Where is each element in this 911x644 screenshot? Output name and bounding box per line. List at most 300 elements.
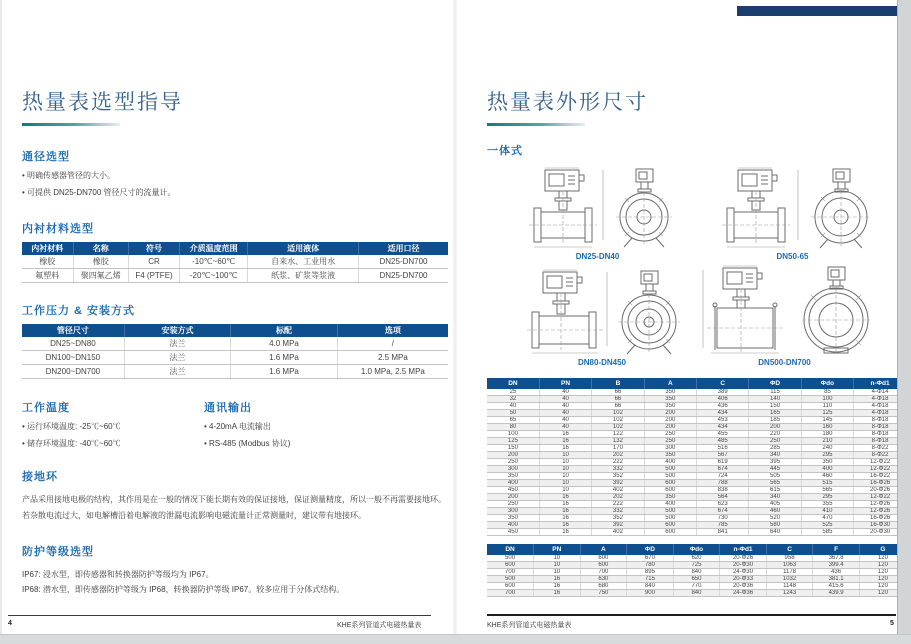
table-cell: 8-Φ18	[854, 431, 906, 438]
table-cell: F4 (PTFE)	[128, 269, 179, 283]
section-heading-diameter: 通径选型	[22, 151, 70, 163]
table-cell: 250	[487, 459, 539, 466]
table-cell: 16	[534, 576, 581, 583]
page-title: 热量表选型指导	[22, 91, 183, 114]
table-header-row	[22, 242, 448, 255]
table-cell: 1.6 MPa	[231, 351, 338, 365]
table-cell: 250	[644, 438, 696, 445]
table-cell: 100	[487, 431, 539, 438]
table-row	[487, 431, 906, 438]
table-cell: 1.6 MPa	[231, 365, 338, 379]
table-cell: 1148	[766, 583, 813, 590]
table-cell: 66	[592, 403, 644, 410]
column-header: 介质温度范围	[180, 242, 248, 255]
table-cell: DN25~DN80	[22, 337, 124, 351]
footer-text-left: KHE系列管道式电磁热量表	[337, 622, 422, 629]
table-cell: 674	[697, 508, 749, 515]
table-cell: 567	[697, 452, 749, 459]
table-cell: -20℃~100℃	[180, 269, 248, 283]
table-cell: 20-Φ30	[854, 529, 906, 536]
table-cell: 300	[487, 508, 539, 515]
table-cell: 724	[697, 473, 749, 480]
table-cell: 8-Φ18	[854, 438, 906, 445]
flowmeter-front-view-diagram	[807, 166, 875, 250]
diagram-label: DN25-DN40	[575, 252, 620, 261]
table-cell: 650	[673, 576, 720, 583]
table-cell: 350	[644, 494, 696, 501]
table-cell: 400	[644, 501, 696, 508]
table-cell: 400	[487, 480, 539, 487]
table-cell: 橡胶	[22, 255, 73, 269]
lining-material-table	[22, 242, 448, 283]
table-cell: 20-Φ33	[720, 576, 767, 583]
table-cell: 120	[859, 576, 906, 583]
table-cell: 200	[644, 424, 696, 431]
table-cell: 500	[644, 515, 696, 522]
table-cell: 65	[487, 417, 539, 424]
table-cell: 16	[539, 494, 591, 501]
table-cell: 395	[749, 459, 801, 466]
flowmeter-front-view-diagram	[615, 268, 685, 356]
dimensions-table-dn500-dn700	[487, 544, 906, 597]
table-cell: 200	[487, 494, 539, 501]
section-heading-lining: 内衬材料选型	[22, 223, 94, 235]
table-cell: 250	[644, 431, 696, 438]
table-cell: 600	[487, 562, 534, 569]
table-cell: 410	[801, 508, 853, 515]
table-header-row	[487, 378, 906, 389]
section-heading-ip-rating: 防护等级选型	[22, 546, 94, 558]
table-row	[487, 569, 906, 576]
table-cell: 170	[592, 445, 644, 452]
table-cell: 180	[801, 431, 853, 438]
table-row	[22, 365, 448, 379]
temperature-communication-row	[22, 399, 448, 449]
table-cell: 66	[592, 396, 644, 403]
table-cell: 350	[487, 473, 539, 480]
table-cell: 780	[627, 562, 674, 569]
table-cell: 700	[487, 590, 534, 597]
column-header: DN	[487, 544, 534, 555]
table-cell: 250	[487, 501, 539, 508]
table-cell: 400	[487, 522, 539, 529]
table-cell: 300	[644, 445, 696, 452]
column-header: B	[592, 378, 644, 389]
table-cell: 402	[592, 529, 644, 536]
table-cell: 80	[487, 424, 539, 431]
table-cell: 自来水、工业用水	[248, 255, 359, 269]
table-cell: 120	[859, 569, 906, 576]
table-cell: 4-Φ18	[854, 403, 906, 410]
communication-column	[204, 399, 386, 449]
table-cell: 565	[749, 480, 801, 487]
flowmeter-side-view-diagram	[710, 166, 802, 250]
table-cell: 332	[592, 508, 644, 515]
column-header: 安装方式	[124, 324, 231, 337]
table-cell: 1178	[766, 569, 813, 576]
table-cell: 600	[644, 480, 696, 487]
table-cell: 399.4	[813, 562, 860, 569]
table-cell: 485	[697, 438, 749, 445]
column-header: C	[766, 544, 813, 555]
table-row	[487, 473, 906, 480]
bullet-item: • 4-20mA 电流输出	[204, 421, 386, 432]
column-header: 选项	[337, 324, 448, 337]
ip67-line: IP67: 浸水型，即传感器和转换器防护等级均为 IP67。	[22, 570, 214, 579]
table-cell: 聚四氟乙烯	[73, 269, 128, 283]
table-cell: 10	[539, 473, 591, 480]
bullet-item: • 运行环境温度: -25℃~60℃	[22, 421, 204, 432]
table-cell: 125	[801, 410, 853, 417]
table-cell: 40	[539, 410, 591, 417]
title-underline	[22, 123, 120, 126]
column-header: A	[644, 378, 696, 389]
table-row	[22, 255, 448, 269]
table-cell: 8-Φ22	[854, 445, 906, 452]
communication-bullet-list	[204, 421, 386, 449]
table-cell: 法兰	[124, 351, 231, 365]
flowmeter-front-view-diagram	[798, 264, 876, 356]
table-cell: 222	[592, 459, 644, 466]
table-cell: 24-Φ30	[720, 569, 767, 576]
flowmeter-front-view-diagram	[612, 166, 676, 250]
table-cell: 40	[539, 396, 591, 403]
table-cell: 389	[697, 389, 749, 396]
table-cell: 氟塑料	[22, 269, 73, 283]
table-cell: 202	[592, 452, 644, 459]
scan-edge-bottom	[0, 634, 911, 644]
table-cell: 730	[697, 515, 749, 522]
scan-edge-right	[897, 0, 911, 644]
table-row	[487, 424, 906, 431]
dimension-diagrams	[487, 164, 906, 374]
table-cell: 120	[859, 562, 906, 569]
table-cell: 381.1	[813, 576, 860, 583]
flowmeter-side-view-diagram	[519, 268, 611, 356]
ip-rating-lines	[22, 567, 448, 597]
table-row	[487, 515, 906, 522]
table-header-row	[22, 324, 448, 337]
table-row	[487, 396, 906, 403]
temperature-column	[22, 399, 204, 449]
table-cell: 600	[487, 583, 534, 590]
column-header: n-Φd1	[854, 378, 906, 389]
column-header: n-Φd1	[720, 544, 767, 555]
table-cell: 436	[813, 569, 860, 576]
table-cell: 120	[859, 555, 906, 562]
table-row	[487, 438, 906, 445]
table-cell: 200	[749, 424, 801, 431]
table-row	[487, 410, 906, 417]
diagram-group-dn80-dn450	[517, 268, 687, 367]
table-cell: 10	[539, 487, 591, 494]
table-cell: 100	[801, 396, 853, 403]
diagram-label: DN50-65	[776, 252, 809, 261]
table-cell: 406	[697, 396, 749, 403]
section-heading-pressure: 工作压力 & 安装方式	[22, 305, 136, 317]
table-cell: 434	[697, 424, 749, 431]
table-cell: 20-Φ30	[720, 562, 767, 569]
column-header: A	[580, 544, 627, 555]
table-cell: 16-Φ22	[854, 473, 906, 480]
table-row	[22, 351, 448, 365]
table-cell: 4.0 MPa	[231, 337, 338, 351]
table-cell: 16	[534, 583, 581, 590]
column-header: 管径尺寸	[22, 324, 124, 337]
flowmeter-side-view-diagram	[519, 166, 607, 250]
table-cell: 750	[580, 590, 627, 597]
table-cell: 16	[539, 508, 591, 515]
section-heading-integral-type: 一体式	[487, 145, 523, 157]
table-row	[487, 480, 906, 487]
table-cell: 615	[749, 487, 801, 494]
column-header: DN	[487, 378, 539, 389]
table-cell: 565	[801, 487, 853, 494]
table-row	[487, 522, 906, 529]
table-cell: 8-Φ22	[854, 452, 906, 459]
table-row	[487, 529, 906, 536]
table-cell: 10	[539, 452, 591, 459]
table-cell: 402	[592, 487, 644, 494]
column-header: 符号	[128, 242, 179, 255]
table-cell: 10	[534, 569, 581, 576]
bullet-item: • 明确传感器管径的大小。	[22, 170, 448, 181]
page-number-left: 4	[8, 620, 12, 627]
bullet-item: • 可提供 DN25-DN700 管径尺寸的流量计。	[22, 187, 448, 198]
table-cell: 340	[749, 494, 801, 501]
table-cell: 20-Φ26	[854, 487, 906, 494]
table-cell: 165	[749, 410, 801, 417]
table-cell: 8-Φ18	[854, 417, 906, 424]
table-cell: 10	[539, 480, 591, 487]
table-cell: 770	[673, 583, 720, 590]
table-row	[487, 466, 906, 473]
table-cell: 958	[766, 555, 813, 562]
table-cell: 350	[487, 515, 539, 522]
table-cell: 515	[801, 480, 853, 487]
table-cell: 670	[627, 555, 674, 562]
page-left	[22, 86, 448, 597]
table-cell: 115	[749, 389, 801, 396]
table-cell: 200	[487, 452, 539, 459]
table-cell: 40	[539, 389, 591, 396]
table-cell: 4-Φ18	[854, 396, 906, 403]
table-cell: 1063	[766, 562, 813, 569]
diagram-group-dn500-dn700	[692, 264, 877, 367]
table-cell: 295	[801, 494, 853, 501]
diagram-label: DN80-DN450	[577, 358, 627, 367]
bullet-item: • RS-485 (Modbus 协议)	[204, 438, 386, 449]
table-cell: 700	[487, 569, 534, 576]
table-cell: 160	[801, 424, 853, 431]
table-cell: 8-Φ18	[854, 424, 906, 431]
table-cell: 350	[801, 459, 853, 466]
column-header: PN	[539, 378, 591, 389]
diagram-group-dn25-dn40	[515, 166, 680, 261]
table-cell: 16-Φ26	[854, 480, 906, 487]
table-cell: 434	[697, 410, 749, 417]
page-number-right: 5	[890, 620, 894, 627]
table-cell: 40	[487, 403, 539, 410]
table-cell: 2.5 MPa	[337, 351, 448, 365]
table-cell: 352	[592, 473, 644, 480]
pressure-mounting-table	[22, 324, 448, 379]
table-cell: 355	[801, 501, 853, 508]
table-cell: 150	[749, 403, 801, 410]
page-right	[487, 86, 906, 597]
table-cell: 12-Φ22	[854, 494, 906, 501]
table-cell: 32	[487, 396, 539, 403]
table-cell: 10	[539, 466, 591, 473]
table-cell: 纸浆、矿浆等浆液	[248, 269, 359, 283]
footer-rule-right	[487, 614, 896, 616]
table-cell: 16	[534, 590, 581, 597]
table-cell: 250	[749, 438, 801, 445]
title-underline	[487, 123, 585, 126]
table-cell: 445	[749, 466, 801, 473]
table-row	[487, 417, 906, 424]
table-cell: 405	[749, 501, 801, 508]
table-cell: 16	[539, 431, 591, 438]
column-header: PN	[534, 544, 581, 555]
top-right-banner	[737, 6, 897, 16]
table-cell: 350	[644, 396, 696, 403]
table-cell: DN100~DN150	[22, 351, 124, 365]
table-row	[487, 576, 906, 583]
table-cell: 16	[539, 522, 591, 529]
table-row	[487, 494, 906, 501]
table-cell: 400	[644, 459, 696, 466]
table-cell: 122	[592, 431, 644, 438]
page-title: 热量表外形尺寸	[487, 91, 648, 114]
table-cell: 4-Φ18	[854, 410, 906, 417]
table-cell: 415.6	[813, 583, 860, 590]
table-cell: 580	[749, 522, 801, 529]
table-cell: 725	[673, 562, 720, 569]
column-header: F	[813, 544, 860, 555]
table-cell: 564	[697, 494, 749, 501]
table-cell: 20-Φ36	[720, 583, 767, 590]
grounding-paragraph: 产品采用接地电极的结构，其作用是在一般的情况下能长期有效的保证接地，保证测量精度，所以一般不再需要接地环。若杂散电流过大，如电解槽沿着电解液的泄漏电流影响电磁流量计正常测量时，建议带有地接环。	[22, 495, 446, 520]
column-header: 适用口径	[359, 242, 449, 255]
table-cell: 500	[644, 508, 696, 515]
table-cell: 102	[592, 417, 644, 424]
column-header: 内衬材料	[22, 242, 73, 255]
table-cell: 500	[644, 473, 696, 480]
table-cell: 623	[697, 501, 749, 508]
column-header: 名称	[73, 242, 128, 255]
table-cell: 16	[539, 438, 591, 445]
table-cell: 1.0 MPa, 2.5 MPa	[337, 365, 448, 379]
temperature-bullet-list	[22, 421, 204, 449]
table-cell: 145	[801, 417, 853, 424]
table-cell: 520	[749, 515, 801, 522]
column-header: ΦD	[749, 378, 801, 389]
page-gutter	[452, 0, 458, 634]
table-cell: 585	[801, 529, 853, 536]
column-header: 适用液体	[248, 242, 359, 255]
table-cell: 500	[487, 555, 534, 562]
table-cell: 16	[539, 501, 591, 508]
table-cell: 10	[534, 562, 581, 569]
table-cell: 10	[534, 555, 581, 562]
table-cell: 25	[487, 389, 539, 396]
diagram-group-dn50-65	[705, 166, 880, 261]
table-cell: DN25-DN700	[359, 255, 449, 269]
table-cell: 640	[749, 529, 801, 536]
footer-text-right: KHE系列管道式电磁热量表	[487, 622, 572, 629]
table-row	[487, 501, 906, 508]
table-cell: 500	[487, 576, 534, 583]
table-cell: 700	[580, 569, 627, 576]
table-cell: 630	[580, 576, 627, 583]
table-cell: 40	[539, 403, 591, 410]
table-cell: 200	[644, 410, 696, 417]
table-cell: 132	[592, 438, 644, 445]
table-row	[487, 487, 906, 494]
flowmeter-side-view-diagram	[693, 264, 793, 356]
table-row	[487, 508, 906, 515]
column-header: Φdo	[673, 544, 720, 555]
table-row	[487, 445, 906, 452]
table-row	[487, 452, 906, 459]
table-cell: 674	[697, 466, 749, 473]
table-cell: 16	[539, 529, 591, 536]
table-cell: 40	[539, 424, 591, 431]
table-cell: 900	[627, 590, 674, 597]
table-cell: 600	[580, 562, 627, 569]
table-cell: 516	[697, 445, 749, 452]
section-heading-grounding: 接地环	[22, 471, 58, 483]
ip68-line: IP68: 潜水型，即传感器防护等级为 IP68，转换器防护等级 IP67。较多应用于分体式结构。	[22, 585, 345, 594]
table-row	[487, 403, 906, 410]
table-cell: 16	[539, 445, 591, 452]
table-cell: 500	[644, 466, 696, 473]
column-header: Φdo	[801, 378, 853, 389]
table-cell: 120	[859, 590, 906, 597]
column-header: ΦD	[627, 544, 674, 555]
table-cell: 620	[673, 555, 720, 562]
table-cell: 16-Φ26	[854, 515, 906, 522]
section-heading-temperature: 工作温度	[22, 402, 70, 414]
table-cell: /	[337, 337, 448, 351]
table-cell: 619	[697, 459, 749, 466]
table-cell: 222	[592, 501, 644, 508]
table-cell: 392	[592, 522, 644, 529]
table-cell: CR	[128, 255, 179, 269]
diameter-bullet-list	[22, 170, 448, 198]
table-cell: 840	[673, 569, 720, 576]
table-cell: 525	[801, 522, 853, 529]
bullet-item: • 储存环境温度: -40℃~60℃	[22, 438, 204, 449]
table-cell: 285	[749, 445, 801, 452]
table-cell: 785	[697, 522, 749, 529]
table-cell: 12-Φ26	[854, 508, 906, 515]
table-cell: 橡胶	[73, 255, 128, 269]
table-row	[487, 590, 906, 597]
table-cell: 1243	[766, 590, 813, 597]
table-row	[487, 562, 906, 569]
column-header: 标配	[231, 324, 338, 337]
table-cell: 455	[697, 431, 749, 438]
table-cell: 895	[627, 569, 674, 576]
table-cell: 66	[592, 389, 644, 396]
table-cell: 102	[592, 410, 644, 417]
dimensions-table-dn25-dn450	[487, 378, 906, 536]
table-cell: 125	[487, 438, 539, 445]
table-cell: 12-Φ26	[854, 501, 906, 508]
table-cell: 16	[539, 515, 591, 522]
